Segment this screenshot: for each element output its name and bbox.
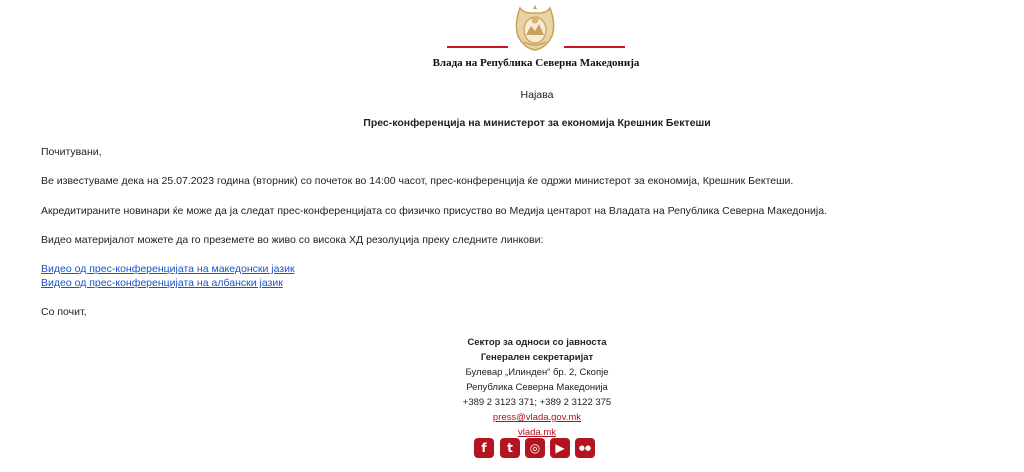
email-link[interactable]: press@vlada.gov.mk: [492, 412, 582, 423]
paragraph-accreditation: Акредитираните новинари ќе може да ја следат прес-конференцијата со физичко присуство во Медија центарот на Владата на Република Северна Македонија.: [41, 205, 828, 217]
paragraph-video-info: Видео материјалот можете да го преземете во живо со висока ХД резолуција преку следните линкови:: [41, 234, 544, 246]
flickr-icon[interactable]: ●●: [575, 438, 595, 458]
header-rule-left: [447, 46, 508, 48]
announcement-title: Прес-конференција на министерот за економија Крешник Бектеши: [363, 117, 711, 129]
coat-of-arms-icon: [512, 2, 558, 52]
website-link[interactable]: vlada.mk: [517, 427, 556, 438]
twitter-icon[interactable]: t: [500, 438, 520, 458]
address: Булевар „Илинден“ бр. 2, Скопје: [465, 367, 609, 378]
signature-block: [0, 335, 1024, 440]
paragraph-date-time: Ве известуваме дека на 25.07.2023 година (вторник) со почеток во 14:00 часот, прес-конференција ќе одржи министерот за економија, Крешник Бектеши.: [41, 175, 794, 187]
greeting: Почитувани,: [41, 146, 102, 158]
email-header: [0, 0, 1024, 80]
announcement-kind: Најава: [520, 89, 554, 101]
phone-numbers: +389 2 3123 371; +389 2 3122 375: [462, 397, 612, 408]
government-name: Влада на Република Северна Македонија: [432, 57, 640, 69]
video-link-macedonian[interactable]: Видео од прес-конференцијата на македонски јазик: [41, 263, 295, 275]
header-rule-right: [564, 46, 625, 48]
facebook-icon[interactable]: f: [474, 438, 494, 458]
youtube-icon[interactable]: ▶: [550, 438, 570, 458]
sector-name: Сектор за односи со јавноста: [467, 337, 607, 348]
country: Република Северна Македонија: [466, 382, 608, 393]
video-link-albanian[interactable]: Видео од прес-конференцијата на албански јазик: [41, 277, 283, 289]
instagram-icon[interactable]: ◎: [525, 438, 545, 458]
secretariat-name: Генерален секретаријат: [480, 352, 594, 363]
closing: Со почит,: [41, 306, 87, 318]
